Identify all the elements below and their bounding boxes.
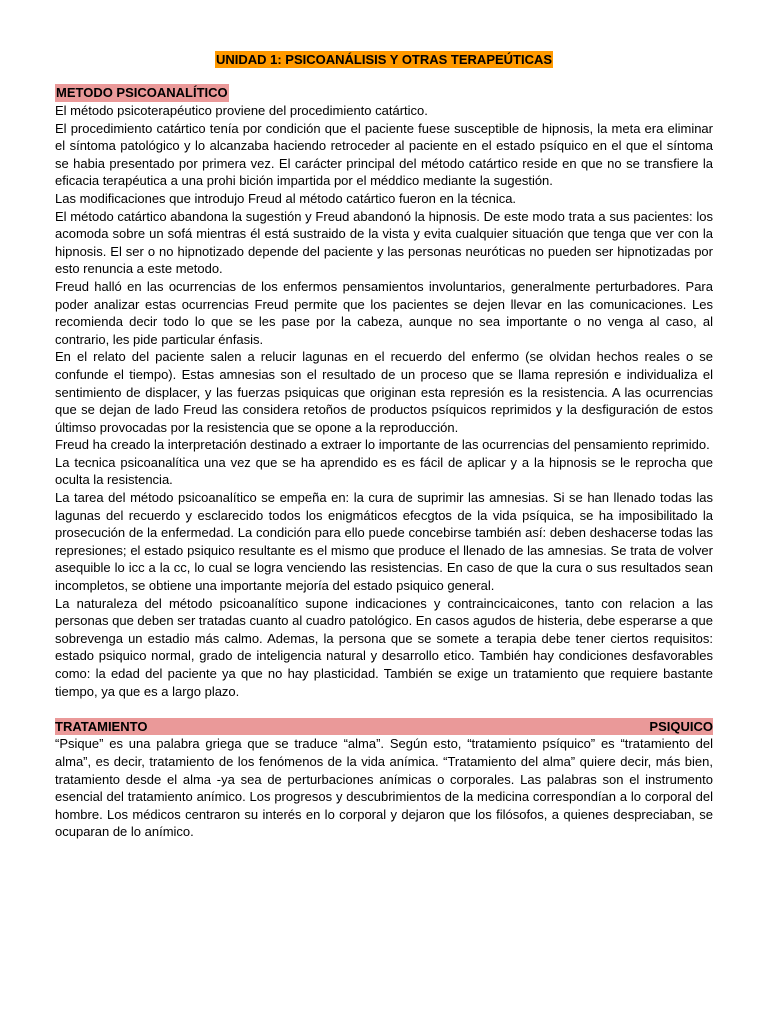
- paragraph: “Psique” es una palabra griega que se traduce “alma”. Según esto, “tratamiento psíquico” es “tratamiento del alma”, es decir, tratamiento de los fenómenos de la vida anímica. “Tratamiento del alma” quiere decir, más bien, tratamiento desde el alma -ya sea de perturbaciones anímicas o corporales. Las palabras son el instrumento esencial del tratamiento anímico. Los progresos y descubrimientos de la medicina correspondían a lo corporal del hombre. Los médicos centraron su interés en lo corporal y dejaron que los filósofos, a quienes despreciaban, se ocuparan de lo anímico.: [55, 736, 713, 840]
- paragraph: La tecnica psicoanalítica una vez que se ha aprendido es es fácil de aplicar y a la hipnosis se le reprocha que oculta la resistencia.: [55, 454, 713, 488]
- section-tratamiento-psiquico: [55, 718, 713, 841]
- section-heading-left: TRATAMIENTO: [55, 718, 148, 734]
- paragraph: Freud halló en las ocurrencias de los enfermos pensamientos involuntarios, generalmente perturbadores. Para poder analizar estas ocurrencias Freud permite que los pacientes se dejen llevar en las comunicaciones. Les recomienda decir todo lo que se les pase por la cabeza, aunque no sea importante o no venga al caso, al contrario, les pide particular énfasis.: [55, 278, 713, 347]
- paragraph: El procedimiento catártico tenía por condición que el paciente fuese susceptible de hipnosis, la meta era eliminar el síntoma patológico y lo alcanzaba haciendo retroceder al paciente en el estado psíquico en el que el síntoma se habia presentado por primera vez. El carácter principal del método catártico reside en que no se transfiere la eficacia terapéutica a una prohi bición impartida por el méddico mediante la sugestión.: [55, 120, 713, 189]
- section-heading: METODO PSICOANALÍTICO: [56, 85, 228, 100]
- paragraph: La tarea del método psicoanalítico se empeña en: la cura de suprimir las amnesias. Si se han llenado todas las lagunas del recuerdo y esclarecido todos los enigmáticos efecgtos de la vida psíquica, se ha imposibilitado la prosecución de la enfermedad. La condición para ello puede concebirse también así: deben deshacerse todas las represiones; el estado psiquico resultante es el mismo que produce el llenado de las amnesias. Se trata de volver asequible lo icc a la cc, lo cual se logra venciendo las resistencias. En caso de que la cura o sus resultados sean incompletos, se obtiene una importante mejoría del estado psiquico general.: [55, 490, 713, 594]
- section-heading-right: PSIQUICO: [649, 718, 713, 734]
- paragraph: El método catártico abandona la sugestión y Freud abandonó la hipnosis. De este modo trata a sus pacientes: los acomoda sobre un sofá mientras él está sustraido de la vista y evita cualquier situación que tenga que ver con la hipnosis. El ser o no hipnotizado depende del paciente y las personas neuróticas no pueden ser hipnotizadas por esto renuncia a este metodo.: [55, 208, 713, 277]
- paragraph: En el relato del paciente salen a relucir lagunas en el recuerdo del enfermo (se olvidan hechos reales o se confunde el tiempo). Estas amnesias son el resultado de un proceso que se llama represión e individualiza el sentimiento de displacer, y las fuerzas psiquicas que originan esta represión es la resistencia. A las ocurrencias que se dejan de lado Freud las considera retoños de productos psíquicos reprimidos y la desfiguración de estos últimso provocadas por la resistencia que se opone a la reproducción.: [55, 349, 713, 435]
- paragraph: La naturaleza del método psicoanalítico supone indicaciones y contraincicaicones, tanto con relacion a las personas que deben ser tratadas cuanto al cuadro patológico. En casos agudos de histeria, debe esperarse a que sobrevenga un estadio más calmo. Ademas, la persona que se somete a terapia debe tener ciertos requisitos: estado psiquico normal, grado de inteligencia natural y desarrollo etico. También hay condiciones desfavorables como: la edad del paciente ya que no hay plasticidad. También se exige un tratamiento que requiere bastante tiempo, ya que es a largo plazo.: [55, 595, 713, 699]
- title-row: [55, 51, 713, 69]
- document-title: UNIDAD 1: PSICOANÁLISIS Y OTRAS TERAPEÚTICAS: [215, 52, 553, 67]
- section-heading: [55, 718, 713, 736]
- section-metodo-psicoanalitico: [55, 84, 713, 700]
- paragraph: Freud ha creado la interpretación destinado a extraer lo importante de las ocurrencias del pensamiento reprimido.: [55, 437, 710, 453]
- document-page: [55, 51, 713, 841]
- spacer: [55, 700, 713, 718]
- paragraph: Las modificaciones que introdujo Freud al método catártico fueron en la técnica.: [55, 190, 517, 206]
- paragraph: El método psicoterapéutico proviene del procedimiento catártico.: [55, 103, 428, 118]
